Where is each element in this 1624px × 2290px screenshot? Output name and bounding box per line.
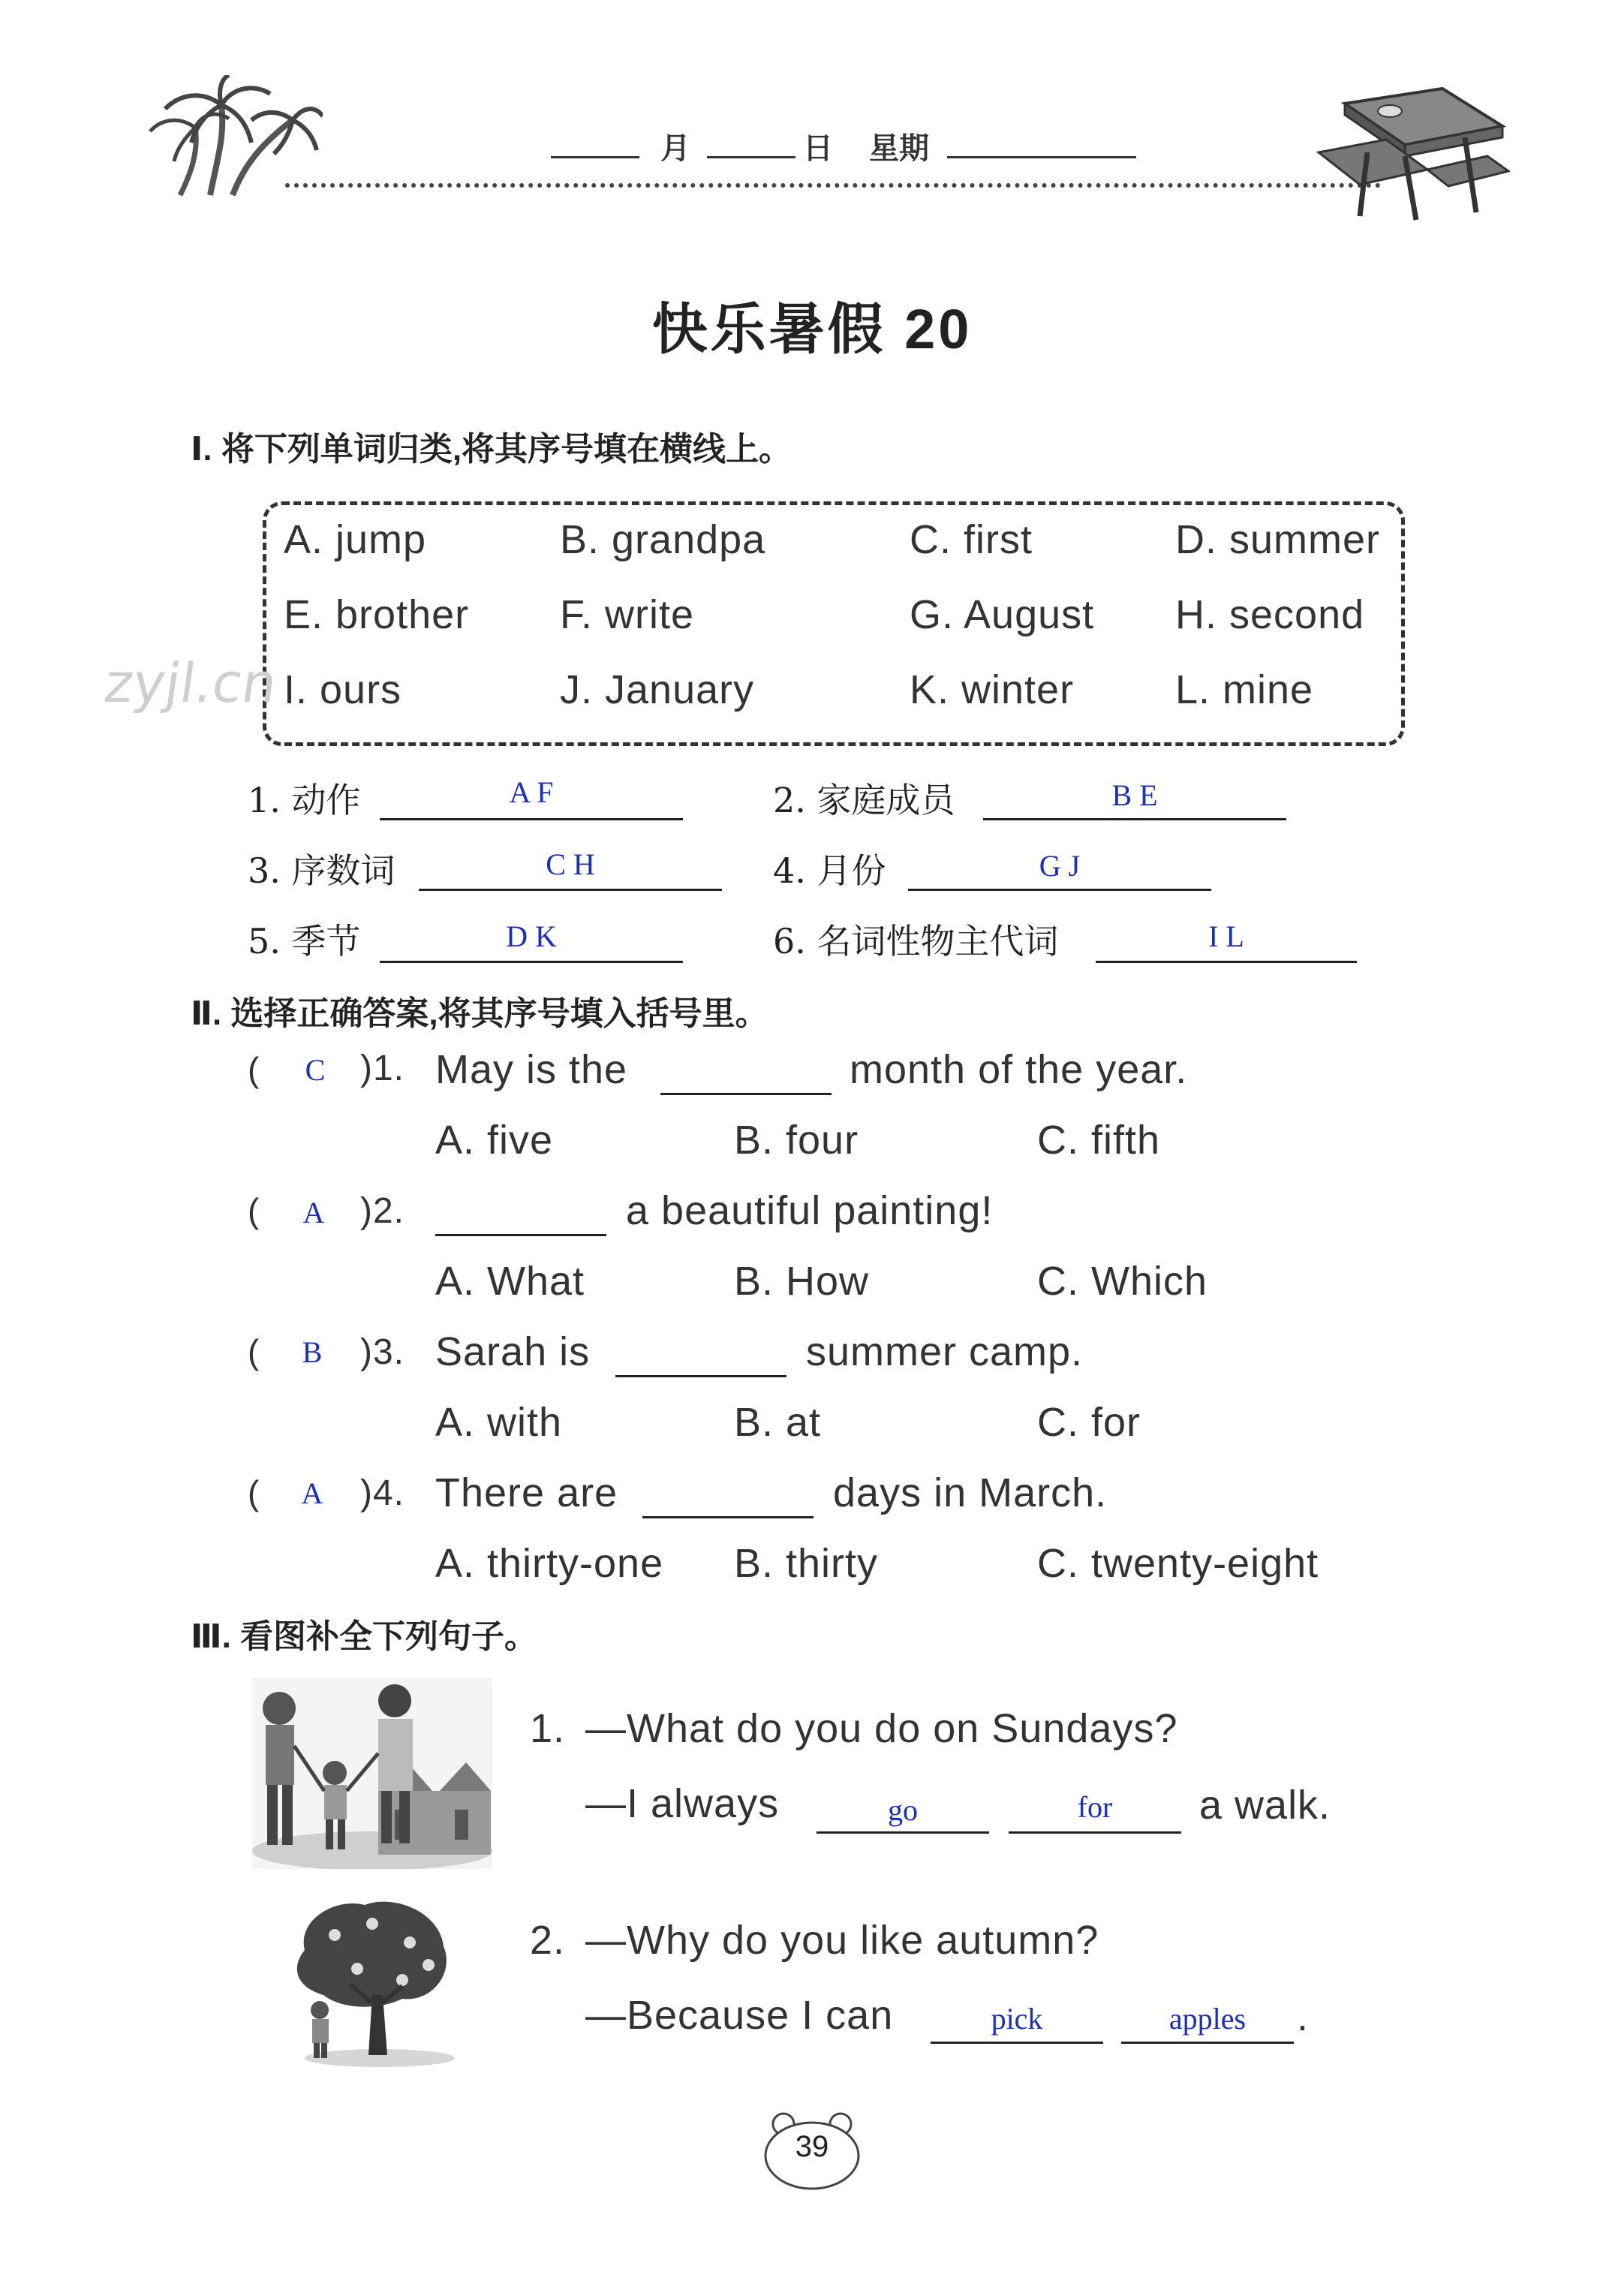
weekday-label: 星期 [869,132,929,165]
category-answer: C H [546,847,595,881]
category-answer: A F [509,775,554,809]
category-label: 2. 家庭成员 [773,780,955,820]
question-text-before: May is the [435,1047,628,1092]
option-c: C. Which [1037,1259,1208,1304]
question-number: )4. [360,1473,405,1513]
watermark: zyjl.cn [101,651,281,715]
option-c: C. fifth [1037,1118,1161,1163]
answer-blank[interactable] [1009,1831,1181,1834]
option-b: B. How [734,1259,870,1304]
dialogue-answer-prefix: —Because I can [585,1993,894,2038]
word-item: A. jump [284,517,427,562]
word-item: F. write [560,592,695,637]
question-text-after: a beautiful painting! [626,1188,994,1233]
month-label: 月 [660,132,690,165]
answer-paren-open: ( [248,1191,260,1230]
option-b: B. at [734,1400,822,1445]
day-label: 日 [803,132,833,165]
answer-blank[interactable] [931,2042,1103,2044]
dialogue-question: —What do you do on Sundays? [585,1706,1178,1751]
dialogue-answer-suffix: . [1297,1994,1310,2039]
section3-heading: Ⅲ. 看图补全下列句子。 [191,1618,538,1655]
word-item: C. first [910,517,1033,562]
answer-paren-open: ( [248,1332,260,1371]
category-label: 5. 季节 [248,921,361,961]
category-label: 6. 名词性物主代词 [773,921,1059,961]
word-item: G. August [910,592,1095,637]
question-blank[interactable] [435,1234,606,1236]
answer-blank[interactable] [908,889,1211,891]
question-text-before: Sarah is [435,1329,591,1374]
question-text-after: month of the year. [850,1047,1188,1092]
word-item: L. mine [1175,667,1314,712]
choice-answer: B [302,1335,323,1369]
word-item: H. second [1175,592,1365,637]
item-number: 2. [530,1918,566,1963]
word-item: E. brother [284,592,470,637]
dialogue-answer-prefix: —I always [585,1781,780,1826]
answer-blank[interactable] [419,889,722,891]
word-item: D. summer [1175,517,1381,562]
question-text-after: summer camp. [806,1329,1084,1374]
header-dotted-divider [285,183,1381,188]
option-c: C. twenty-eight [1037,1541,1319,1586]
answer-blank[interactable] [380,961,683,963]
option-a: A. thirty-one [435,1541,664,1586]
word-item: J. January [560,667,755,712]
item-number: 1. [530,1706,566,1751]
answer-paren-open: ( [248,1050,260,1089]
date-blank-day[interactable] [707,156,795,158]
word-item: B. grandpa [560,517,766,562]
question-text-after: days in March. [833,1470,1108,1515]
option-a: A. What [435,1259,585,1304]
question-text-before: There are [435,1470,618,1515]
option-a: A. five [435,1118,554,1163]
fill-answer: go [888,1793,918,1827]
page-number: 39 [795,2130,829,2163]
dialogue-answer-suffix: a walk. [1199,1783,1331,1828]
category-label: 1. 动作 [248,780,361,820]
option-b: B. four [734,1118,859,1163]
option-a: A. with [435,1400,563,1445]
category-answer: G J [1039,849,1081,883]
choice-answer: A [302,1196,325,1229]
fill-answer: pick [991,2002,1043,2036]
category-label: 4. 月份 [773,850,886,891]
word-item: I. ours [284,667,402,712]
answer-paren-open: ( [248,1473,260,1512]
fill-answer: apples [1168,2002,1247,2036]
option-b: B. thirty [734,1541,879,1586]
word-item: K. winter [910,667,1075,712]
question-blank[interactable] [660,1093,832,1095]
question-blank[interactable] [642,1516,814,1518]
answer-blank[interactable] [1096,961,1357,963]
section1-heading: Ⅰ. 将下列单词归类,将其序号填在横线上。 [191,431,792,468]
page-number-badge [761,2108,863,2192]
apple-tree-picture [290,1897,455,2067]
category-answer: B E [1111,778,1158,812]
dialogue-question: —Why do you like autumn? [585,1918,1099,1963]
question-number: )3. [360,1332,405,1372]
question-number: )2. [360,1191,405,1231]
date-blank-month[interactable] [551,156,639,158]
answer-blank[interactable] [1121,2042,1294,2044]
category-answer: I L [1208,919,1244,953]
category-label: 3. 序数词 [248,850,395,891]
date-blank-weekday[interactable] [947,156,1136,158]
category-answer: D K [506,919,557,953]
page-title: 快乐暑假 20 [651,298,973,360]
fill-answer: for [1077,1790,1113,1824]
section2-heading: Ⅱ. 选择正确答案,将其序号填入括号里。 [191,995,768,1032]
question-number: )1. [360,1049,405,1088]
choice-answer: A [301,1476,323,1510]
picnic-table-icon [1315,81,1510,224]
answer-blank[interactable] [983,818,1286,820]
answer-blank[interactable] [380,818,683,820]
family-walk-picture [252,1678,492,1869]
choice-answer: C [305,1053,326,1087]
answer-blank[interactable] [817,1831,989,1834]
option-c: C. for [1037,1400,1141,1445]
question-blank[interactable] [615,1375,786,1377]
